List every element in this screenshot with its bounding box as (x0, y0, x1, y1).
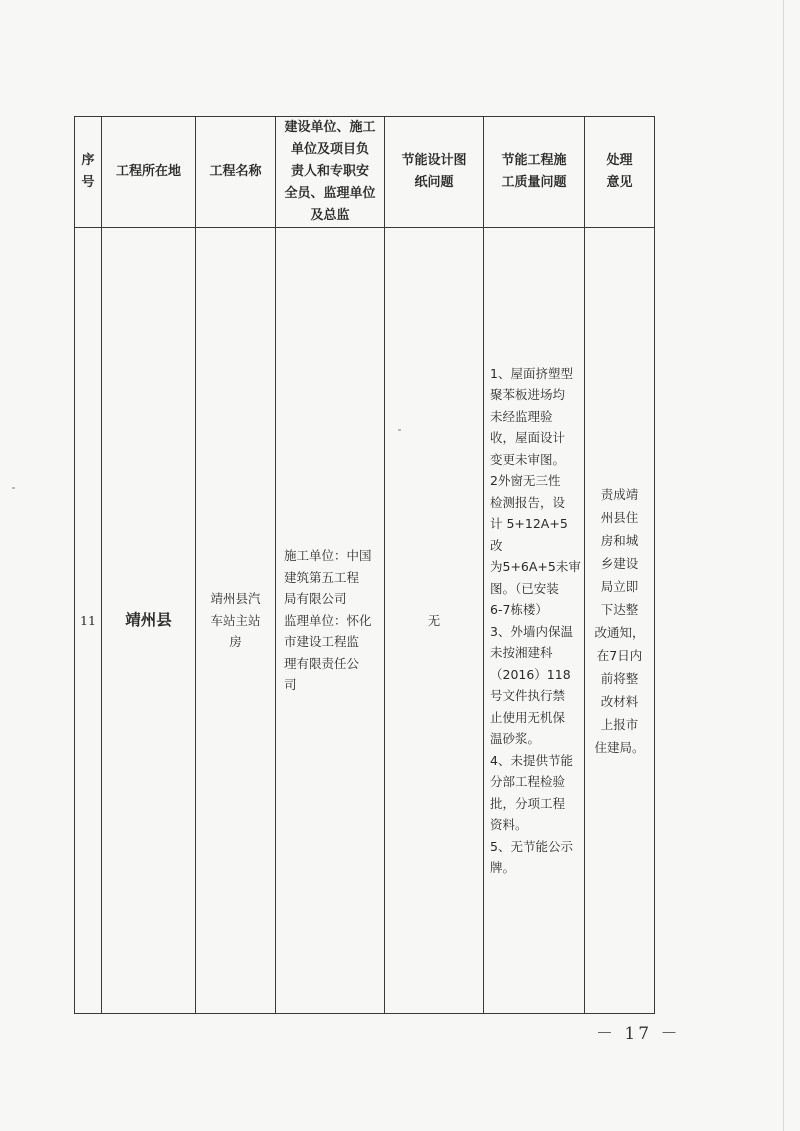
col-header-seq: 序 号 (75, 117, 102, 228)
col-header-handling: 处理 意见 (585, 117, 655, 228)
col-header-units: 建设单位、施工 单位及项目负 责人和专职安 全员、监理单位 及总监 (276, 117, 385, 228)
scan-edge-line (783, 0, 784, 1131)
col-header-project-name: 工程名称 (196, 117, 276, 228)
cell-quality-issues: 1、屋面挤塑型 聚苯板进场均 未经监理验 收，屋面设计 变更未审图。 2外窗无三性 检测报告，设 计 5+12A+5 改 为5+6A+5未审 图。（已安装 6-7栋楼） 3、外墙内保温 未按湘建科 （2016）118 号文件执行禁 止使用无机保 温砂浆。 4、未提供节能 分部工程检验 批，分项工程 资料。 5、无节能公示 牌。 (484, 228, 585, 1014)
page-number: － 17 － (596, 1024, 681, 1044)
header-row (75, 117, 655, 228)
col-header-location: 工程所在地 (102, 117, 196, 228)
cell-project-name: 靖州县汽 车站主站 房 (196, 228, 276, 1014)
col-header-design-issue: 节能设计图 纸问题 (385, 117, 484, 228)
table-row (75, 228, 655, 1014)
scan-speck (398, 429, 401, 431)
cell-location: 靖州县 (102, 228, 196, 1014)
col-header-quality-issue: 节能工程施 工质量问题 (484, 117, 585, 228)
cell-design-issue: 无 (385, 228, 484, 1014)
scan-speck (12, 487, 15, 489)
cell-handling: 责成靖 州县住 房和城 乡建设 局立即 下达整 改通知， 在7日内 前将整 改材料 上报市 住建局。 (585, 228, 655, 1014)
cell-units: 施工单位：中国 建筑第五工程 局有限公司 监理单位：怀化 市建设工程监 理有限责任公 司 (276, 228, 385, 1014)
inspection-table (74, 116, 655, 1014)
cell-seq: 11 (75, 228, 102, 1014)
